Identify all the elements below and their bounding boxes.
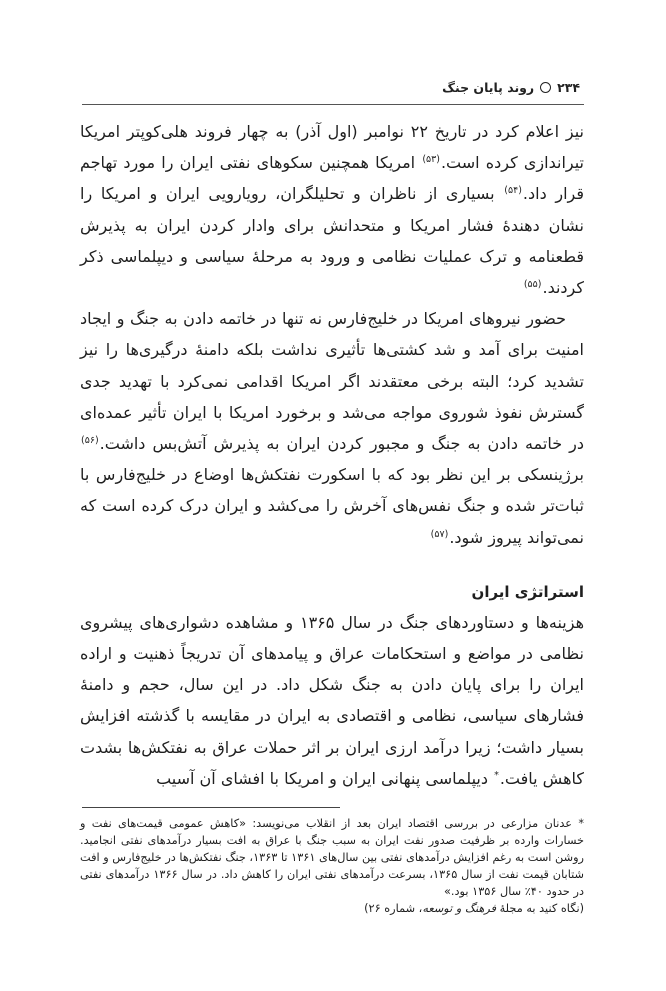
- running-head-title: روند پایان جنگ: [442, 80, 535, 95]
- footnote-source-journal: فرهنگ و توسعه: [422, 902, 497, 916]
- endnote-ref-54: (۵۴): [504, 185, 522, 197]
- body-text: [80, 116, 584, 794]
- paragraph-1: [80, 116, 584, 303]
- endnote-ref-56: (۵۶): [81, 435, 99, 447]
- paragraph-1-part-a: نیز اعلام کرد در تاریخ ۲۲ نوامبر (اول آذر) به چهار فروند هلی‌کوپتر امریکا تیراندازی کرده است.: [80, 122, 585, 173]
- endnote-ref-55: (۵۵): [523, 279, 542, 291]
- paragraph-1-part-b: امریکا همچنین سکوهای نفتی ایران را مورد تهاجم قرار داد.: [80, 153, 585, 204]
- circle-separator-icon: [540, 82, 551, 93]
- paragraph-2-part-b: برژینسکی بر این نظر بود که با اسکورت نفتکش‌ها اوضاع در خلیج‌فارس با ثبات‌تر شده و جنگ نفس‌های آخرش را می‌کشد و ایران درک کرده است که نمی‌تواند پیروز شود.: [80, 465, 584, 547]
- endnote-ref-53: (۵۳): [422, 154, 440, 166]
- paragraph-2-part-a: حضور نیروهای امریکا در خلیج‌فارس نه تنها در خاتمه دادن به جنگ و ایجاد امنیت برای آمد و شد کشتی‌ها تأثیری نداشت بلکه دامنهٔ درگیری‌ها را نیز تشدید کرد؛ البته برخی معتقدند اگر امریکا اقدامی نمی‌کرد با تهدید جدی گسترش نفوذ شوروی مواجه می‌شد و برخورد امریکا با ایران تأثیر عمده‌ای در خاتمه دادن به جنگ و مجبور کردن ایران به پذیرش آتش‌بس داشت.: [80, 309, 584, 454]
- paragraph-1-part-c: بسیاری از ناظران و تحلیلگران، رویارویی ایران و امریکا را نشان دهندهٔ فشار امریکا و متحدانش برای وادار کردن ایران به پذیرش قطعنامه و ترک عملیات نظامی و ورود به مرحلهٔ سیاسی و دیپلماسی ذکر کردند.: [80, 184, 584, 298]
- footnote-source-suffix: ، شماره ۲۶): [364, 902, 423, 916]
- section-heading: استراتژی ایران: [471, 582, 584, 601]
- footnote-source: [80, 900, 584, 917]
- header-rule: [82, 104, 584, 105]
- paragraph-2: [80, 303, 584, 553]
- endnote-ref-57: (۵۷): [430, 528, 449, 540]
- paragraph-3-part-a: هزینه‌ها و دستاوردهای جنگ در سال ۱۳۶۵ و مشاهده دشواری‌های پیشروی نظامی در مواضع و استحکامات عراق و پیامدهای آن تدریجاً ذهنیت و اراده ایران را برای پایان دادن به جنگ شکل داد. در این سال، حجم و دامنهٔ فشارهای سیاسی، نظامی و اقتصادی به ایران در مقایسه با گذشته افزایش بسیار داشت؛ زیرا درآمد ارزی ایران بر اثر حملات عراق به نفتکش‌ها بشدت کاهش یافت.: [80, 612, 585, 788]
- footnote-source-prefix: (نگاه کنید به مجلهٔ: [496, 902, 584, 916]
- footnote: [80, 815, 584, 918]
- footnote-rule: [82, 807, 340, 808]
- running-head: [442, 80, 580, 95]
- footnote-marker: *: [494, 769, 499, 781]
- page-number: ۲۳۴: [557, 80, 580, 95]
- footnote-text: * عدنان مزارعی در بررسی اقتصاد ایران بعد از انقلاب می‌نویسد: «کاهش عمومی قیمت‌های نفت و خسارات وارده بر ظرفیت صدور نفت ایران به سبب جنگ با عراق به افت بسیار درآمدهای نفتی انجامید. روشن است به رغم افزایش درآمدهای نفتی بین سال‌های ۱۳۶۱ تا ۱۳۶۳، جنگ نفتکش‌ها در خلیج‌فارس و افت شتابان قیمت نفت از سال ۱۳۶۵، بسرعت درآمدهای نفتی ایران را کاهش داد. در سال ۱۳۶۶ درآمدهای نفتی در حدود ۴۰٪ سال ۱۳۵۶ بود.»: [79, 817, 585, 899]
- paragraph-3: [80, 607, 584, 794]
- paragraph-3-part-b: دیپلماسی پنهانی ایران و امریکا با افشای آن آسیب: [156, 768, 494, 788]
